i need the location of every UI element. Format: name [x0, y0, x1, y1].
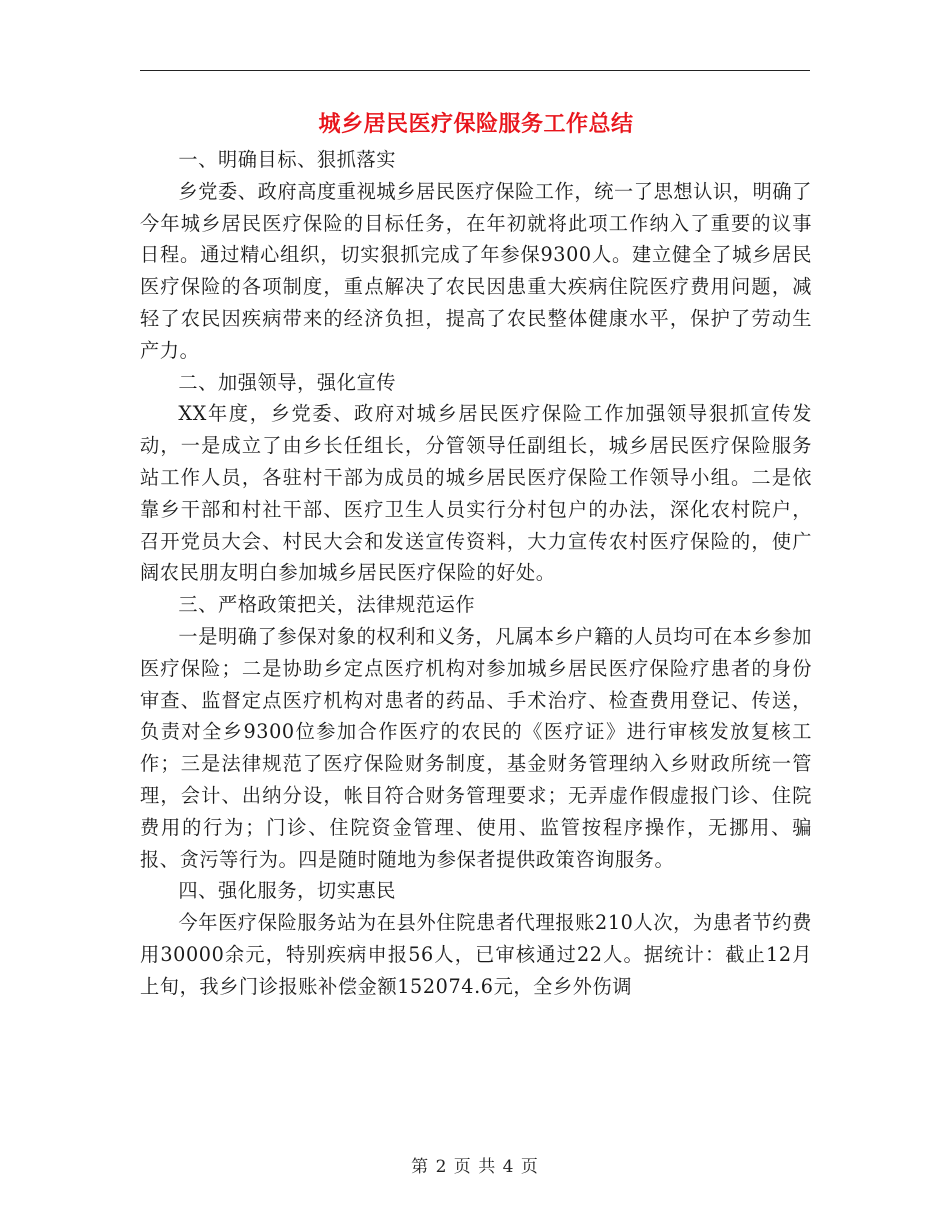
section-heading-2: 二、加强领导，强化宣传: [178, 370, 397, 394]
section-paragraph-4: 今年医疗保险服务站为在县外住院患者代理报账210人次，为患者节约费用30000余元，特别疾病申报56人，已审核通过22人。据统计：截止12月上旬，我乡门诊报账补偿金额152074.6元，全乡外伤调: [140, 911, 812, 998]
header-rule: [140, 70, 810, 71]
section-heading-4: 四、强化服务，切实惠民: [178, 879, 397, 903]
section-paragraph-2: XX年度，乡党委、政府对城乡居民医疗保险工作加强领导狠抓宣传发动，一是成立了由乡长任组长，分管领导任副组长，城乡居民医疗保险服务站工作人员，各驻村干部为成员的城乡居民医疗保险工作领导小组。二是依靠乡干部和村社干部、医疗卫生人员实行分村包户的办法，深化农村院户，召开党员大会、村民大会和发送宣传资料，大力宣传农村医疗保险的，使广阔农民朋友明白参加城乡居民医疗保险的好处。: [140, 402, 812, 585]
document-title: 城乡居民医疗保险服务工作总结: [318, 111, 634, 137]
page-number: 第 2 页 共 4 页: [411, 1157, 539, 1177]
section-paragraph-3: 一是明确了参保对象的权利和义务，凡属本乡户籍的人员均可在本乡参加医疗保险；二是协助乡定点医疗机构对参加城乡居民医疗保险疗患者的身份审查、监督定点医疗机构对患者的药品、手术治疗、检查费用登记、传送，负责对全乡9300位参加合作医疗的农民的《医疗证》进行审核发放复核工作；三是法律规范了医疗保险财务制度，基金财务管理纳入乡财政所统一管理，会计、出纳分设，帐目符合财务管理要求；无弄虚作假虚报门诊、住院费用的行为；门诊、住院资金管理、使用、监管按程序操作，无挪用、骗报、贪污等行为。四是随时随地为参保者提供政策咨询服务。: [140, 624, 812, 871]
section-heading-1: 一、明确目标、狠抓落实: [178, 148, 397, 171]
section-paragraph-1: 乡党委、政府高度重视城乡居民医疗保险工作，统一了思想认识，明确了今年城乡居民医疗保险的目标任务，在年初就将此项工作纳入了重要的议事日程。通过精心组织，切实狠抓完成了年参保9300人。建立健全了城乡居民医疗保险的各项制度，重点解决了农民因患重大疾病住院医疗费用问题，减轻了农民因疾病带来的经济负担，提高了农民整体健康水平，保护了劳动生产力。: [140, 179, 812, 362]
document-body: [140, 104, 812, 1003]
section-heading-3: 三、严格政策把关，法律规范运作: [178, 593, 476, 617]
